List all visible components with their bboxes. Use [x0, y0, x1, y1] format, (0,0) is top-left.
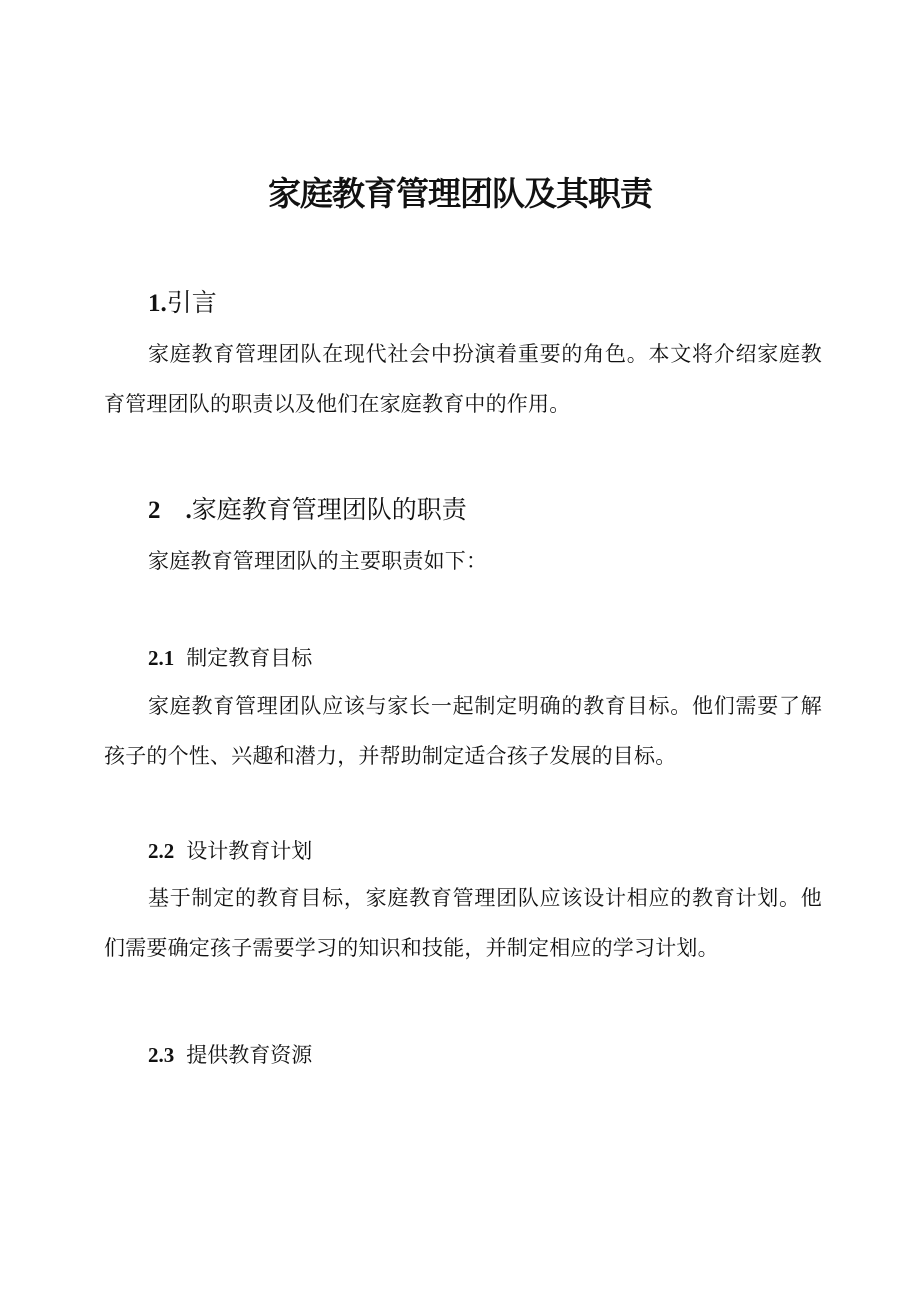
subsection-number: 2.1: [148, 646, 175, 670]
subsection-heading-plan: [148, 836, 312, 866]
section-title: 家庭教育管理团队的职责: [191, 495, 467, 524]
subsection-heading-resources: [148, 1040, 312, 1070]
section-number: 2 .: [148, 497, 192, 524]
subsection-paragraph-goals: 家庭教育管理团队应该与家长一起制定明确的教育目标。他们需要了解孩子的个性、兴趣和潜力，并帮助制定适合孩子发展的目标。: [104, 694, 822, 768]
section-paragraph-intro: 家庭教育管理团队在现代社会中扮演着重要的角色。本文将介绍家庭教育管理团队的职责以及他们在家庭教育中的作用。: [104, 342, 822, 416]
subsection-title: 设计教育计划: [186, 839, 313, 863]
section-heading-responsibilities: [148, 493, 467, 528]
subsection-number: 2.2: [148, 839, 175, 863]
subsection-paragraph-plan: 基于制定的教育目标，家庭教育管理团队应该设计相应的教育计划。他们需要确定孩子需要学习的知识和技能，并制定相应的学习计划。: [104, 886, 822, 960]
document-title: 家庭教育管理团队及其职责: [268, 174, 652, 213]
section-number: 1.: [148, 290, 167, 317]
section-heading-intro: [148, 286, 217, 321]
subsection-title: 提供教育资源: [186, 1043, 313, 1067]
subsection-number: 2.3: [148, 1043, 175, 1067]
section-paragraph-responsibilities: 家庭教育管理团队的主要职责如下：: [148, 549, 488, 573]
subsection-title: 制定教育目标: [186, 646, 313, 670]
subsection-heading-goals: [148, 643, 312, 673]
section-title: 引言: [166, 288, 217, 317]
